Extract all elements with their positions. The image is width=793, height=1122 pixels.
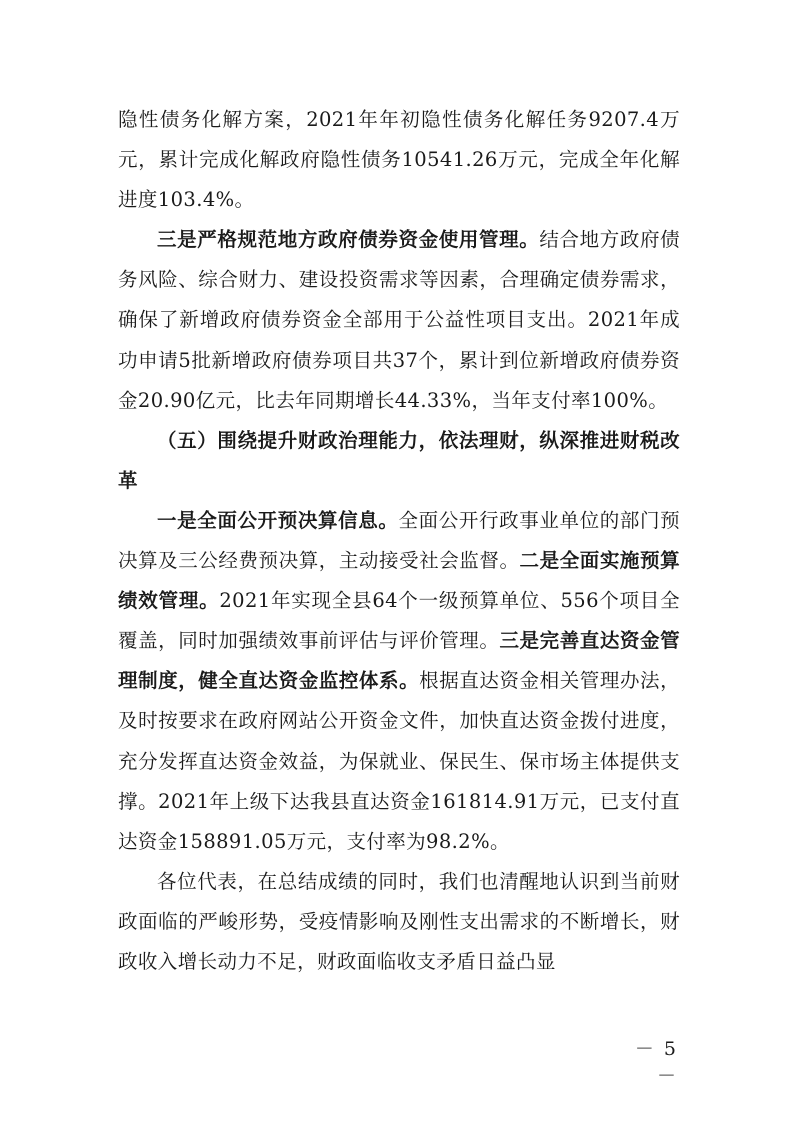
paragraph-text: 各位代表，在总结成绩的同时，我们也清醒地认识到当前财政面临的严峻形势，受疫情影响及刚性支出需求的不断增长，财政收入增长动力不足，财政面临收支矛盾日益凸显 xyxy=(118,869,680,973)
paragraph-text-2: 2021年实现全县64个一级预算单位、556个项目全覆盖，同时加强绩效事前评估与评价管理。 xyxy=(118,589,680,653)
paragraph-bond-management xyxy=(118,220,680,420)
bold-lead-2: 二是全面实施预算绩效管理。 xyxy=(118,549,680,613)
bold-lead: 三是严格规范地方政府债券资金使用管理。 xyxy=(157,228,540,252)
paragraph-challenges xyxy=(118,862,680,982)
section-heading-5: （五）围绕提升财政治理能力，依法理财，纵深推进财税改革 xyxy=(118,428,680,492)
paragraph-text-1: 全面公开行政事业单位的部门预决算及三公经费预决算，主动接受社会监督。 xyxy=(118,508,680,573)
paragraph-debt-plan xyxy=(118,100,680,220)
paragraph-text: 结合地方政府债务风险、综合财力、建设投资需求等因素，合理确定债券需求，确保了新增政府债券资金全部用于公益性项目支出。2021年成功申请5批新增政府债券项目共37个，累计到位新增政府债券资金20.90亿元，比去年同期增长44.33%，当年支付率100%。 xyxy=(118,228,680,412)
body-text xyxy=(118,100,680,982)
paragraph-text: 隐性债务化解方案，2021年年初隐性债务化解任务9207.4万元，累计完成化解政府隐性债务10541.26万元，完成全年化解进度103.4%。 xyxy=(118,108,680,212)
paragraph-text-3: 根据直达资金相关管理办法，及时按要求在政府网站公开资金文件，加快直达资金拨付进度，充分发挥直达资金效益，为保就业、保民生、保市场主体提供支撑。2021年上级下达我县直达资金161814.91万元，已支付直达资金158891.05万元，支付率为98.2%。 xyxy=(118,669,680,853)
page-number: － 5 － xyxy=(634,1038,678,1087)
bold-lead-3: 三是完善直达资金管理制度，健全直达资金监控体系。 xyxy=(118,629,680,693)
paragraph-reform xyxy=(118,501,680,862)
bold-lead-1: 一是全面公开预决算信息。 xyxy=(157,508,399,532)
